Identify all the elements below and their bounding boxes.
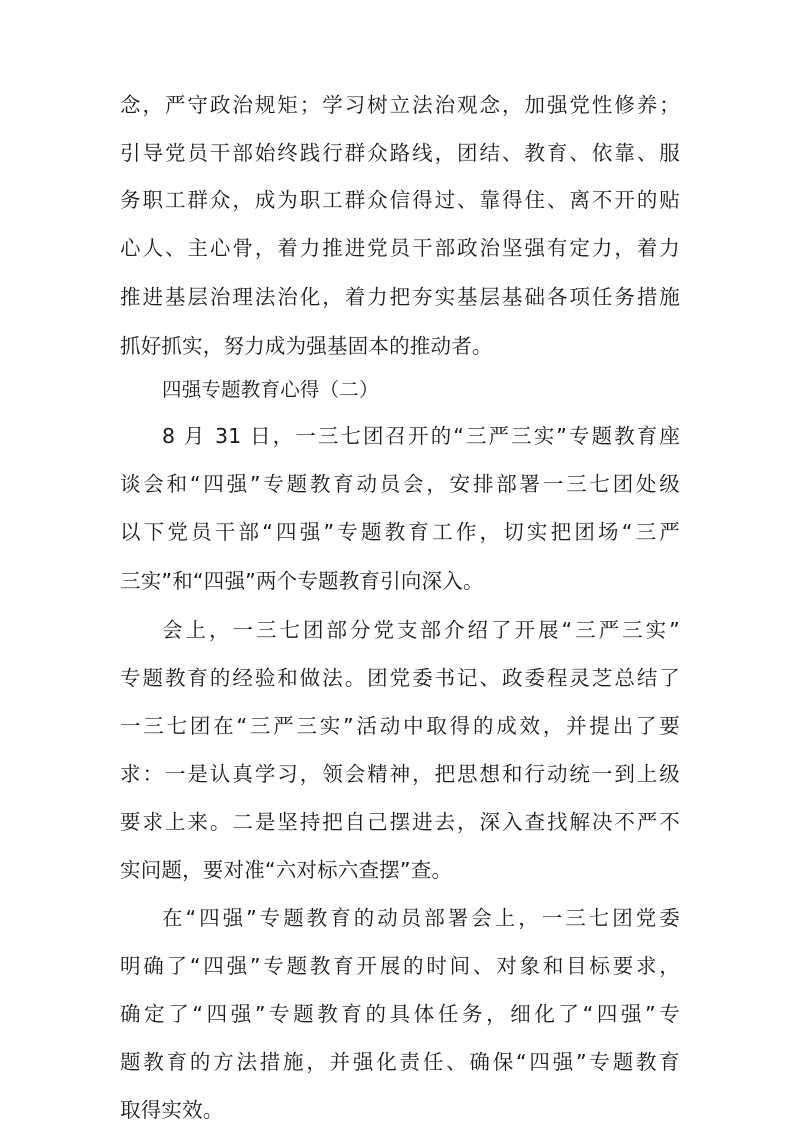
text-line: 在“四强”专题教育的动员部署会上，一三七团党委 xyxy=(162,906,680,930)
text-line: 8 月 31 日，一三七团召开的“三严三实”专题教育座 xyxy=(162,424,680,448)
text-line: 要求上来。二是坚持把自己摆进去，深入查找解决不严不 xyxy=(120,810,680,834)
text-line: 抓好抓实，努力成为强基固本的推动者。 xyxy=(120,334,493,358)
text-line: 取得实效。 xyxy=(120,1098,224,1122)
text-line: 心人、主心骨，着力推进党员干部政治坚强有定力，着力 xyxy=(120,236,680,260)
text-line: 求：一是认真学习，领会精神，把思想和行动统一到上级 xyxy=(120,762,680,786)
section-heading: 四强专题教育心得（二） xyxy=(162,378,379,401)
text-line: 三实”和“四强”两个专题教育引向深入。 xyxy=(120,569,484,593)
text-line: 专题教育的经验和做法。团党委书记、政委程灵芝总结了 xyxy=(120,666,680,690)
text-line: 谈会和“四强”专题教育动员会，安排部署一三七团处级 xyxy=(120,472,680,496)
text-line: 确定了“四强”专题教育的具体任务，细化了“四强”专 xyxy=(120,1002,680,1026)
text-line: 推进基层治理法治化，着力把夯实基层基础各项任务措施 xyxy=(120,285,680,309)
text-line: 实问题，要对准“六对标六查摆”查。 xyxy=(120,858,453,882)
text-line: 会上，一三七团部分党支部介绍了开展“三严三实” xyxy=(162,618,680,642)
text-line: 题教育的方法措施，并强化责任、确保“四强”专题教育 xyxy=(120,1050,680,1074)
text-line: 务职工群众，成为职工群众信得过、靠得住、离不开的贴 xyxy=(120,188,680,212)
text-line: 明确了“四强”专题教育开展的时间、对象和目标要求， xyxy=(120,954,680,978)
text-line: 一三七团在“三严三实”活动中取得的成效，并提出了要 xyxy=(120,714,680,738)
text-line: 引导党员干部始终践行群众路线，团结、教育、依靠、服 xyxy=(120,141,680,165)
text-line: 以下党员干部“四强”专题教育工作，切实把团场“三严 xyxy=(120,520,680,544)
text-line: 念，严守政治规矩；学习树立法治观念，加强党性修养； xyxy=(120,93,680,117)
